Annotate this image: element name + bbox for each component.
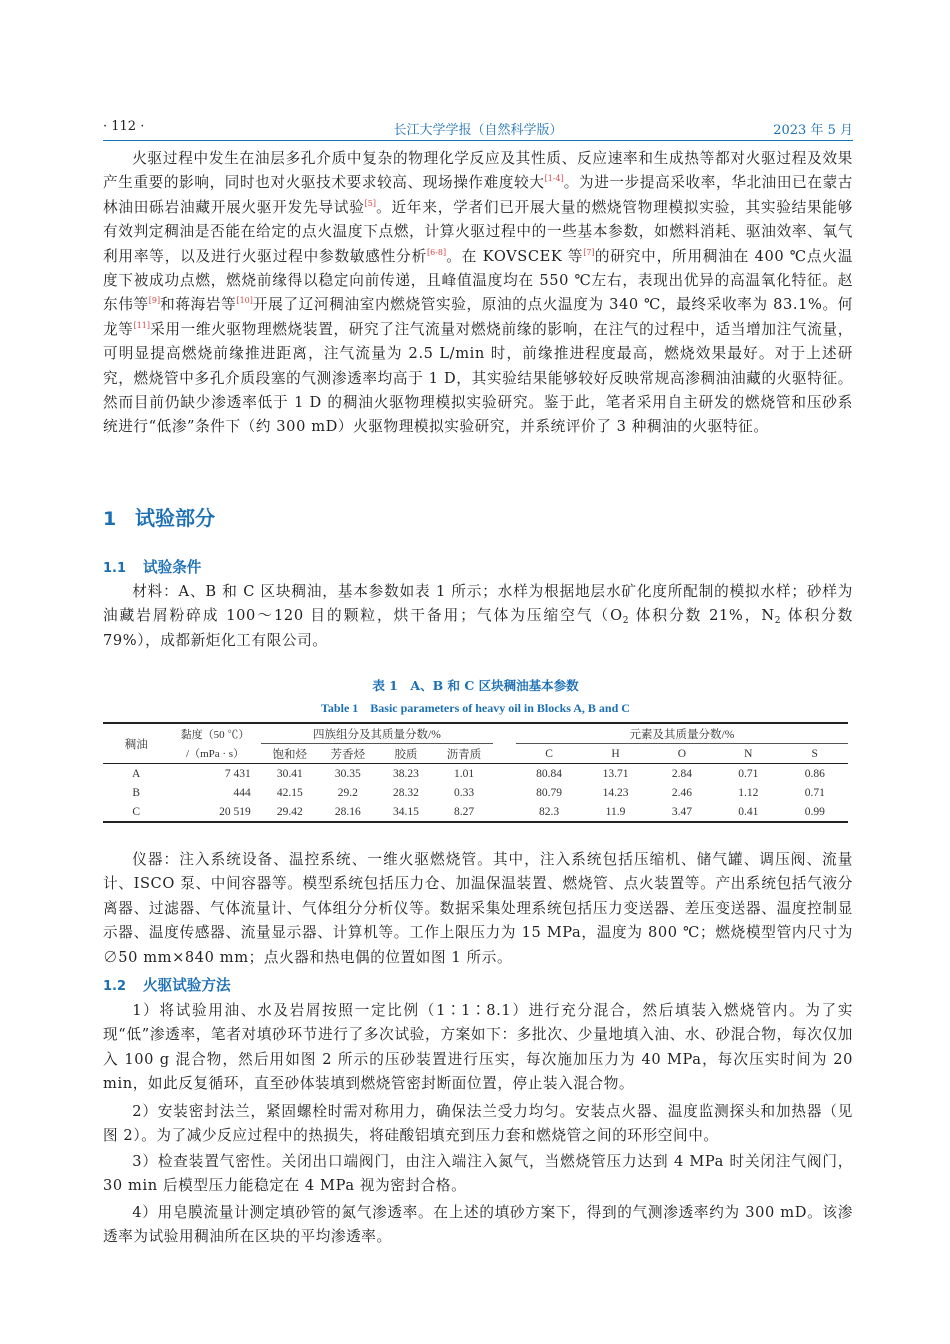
header-nitrogen: N (715, 744, 781, 764)
intro-text: 开展了辽河稠油室内燃烧管实验，原油的点火温度为 340 ℃，最终采收率为 83.1%。何龙等 (103, 296, 853, 338)
subsection-number: 1.2 (103, 979, 127, 994)
cell-value: 0.71 (804, 786, 825, 799)
table-caption-zh: 表 1 A、B 和 C 区块稠油基本参数 (372, 678, 579, 693)
intro-text: 。近年来，学者们已开展大量的燃烧管物理模拟实验，其实验结果能够有效判定稠油是否能在给定的点火温度下点燃，计算火驱过程中的一些基本参数，如燃料消耗、驱油效率、氧气利用率等，以及进行火驱过程中参数敏感性分析 (103, 198, 853, 265)
subsection-heading (103, 556, 201, 577)
header-aromatics: 芳香烃 (319, 744, 377, 764)
cell-value: 1.12 (738, 786, 759, 799)
header-hydrogen: H (582, 744, 648, 764)
page-number: · 112 · (103, 119, 145, 134)
subsection-heading (103, 974, 231, 995)
materials-text: 体积分数 79%），成都新炬化工有限公司。 (103, 607, 853, 649)
cell-value: 0.41 (715, 802, 781, 822)
cell-viscosity: 7 431 (224, 767, 251, 780)
section-title: 试验部分 (135, 506, 215, 530)
subsection-title: 试验条件 (143, 559, 202, 576)
cell-value: 1.01 (453, 767, 475, 780)
issue-date: 2023 年 5 月 (773, 123, 853, 138)
intro-text: 和蒋海岩等 (160, 296, 237, 314)
subscript: 2 (622, 616, 630, 627)
header-viscosity (169, 723, 260, 744)
intro-text: 。在 KOVSCEK 等 (446, 247, 584, 265)
cell-value: 80.79 (536, 786, 563, 799)
cell-value: 82.3 (516, 802, 582, 822)
intro-text: 火驱过程中发生在油层多孔介质中复杂的物理化学反应及其性质、反应速率和生成热等都对火驱过程及效果产生重要的影响，同时也对火驱技术要求较高、现场操作难度较大 (103, 150, 853, 192)
cell-oil: B (132, 786, 141, 799)
column-gap (493, 764, 516, 784)
subsection-title: 火驱试验方法 (143, 977, 231, 994)
header-sara-group: 四族组分及其质量分数/% (261, 723, 493, 744)
column-gap (493, 744, 516, 764)
materials-text: 体积分数 21%，N (629, 607, 775, 625)
column-gap (493, 723, 516, 744)
cell-value: 14.23 (602, 786, 629, 799)
column-gap (493, 783, 516, 802)
citation-link[interactable]: [5] (364, 198, 376, 208)
cell-oil: C (103, 802, 169, 822)
cell-value: 80.84 (536, 767, 563, 780)
header-resins: 胶质 (377, 744, 435, 764)
cell-value: 34.15 (377, 802, 435, 822)
header-saturates: 饱和烃 (261, 744, 319, 764)
viscosity-label: 黏度（50 ℃） (180, 728, 250, 741)
citation-link[interactable]: [7] (583, 247, 595, 257)
cell-value: 8.27 (435, 802, 493, 822)
header-asphaltenes: 沥青质 (435, 744, 493, 764)
materials-text: 材料：A、B 和 C 区块稠油，基本参数如表 1 所示；水样为根据地层水矿化度所配制的模拟水样；砂样为油藏岩屑粉碎成 100～120 目的颗粒，烘干备用；气体为压缩空气（O (103, 583, 853, 625)
table-caption-en: Table 1 Basic parameters of heavy oil in Blocks A, B and C (321, 701, 630, 715)
citation-link[interactable]: [1-4] (544, 174, 564, 184)
section-heading (103, 502, 215, 531)
running-header (103, 116, 853, 141)
column-gap (493, 802, 516, 822)
cell-value: 28.16 (319, 802, 377, 822)
cell-value: 28.32 (393, 786, 419, 799)
cell-value: 38.23 (393, 767, 419, 780)
cell-oil: A (132, 767, 141, 780)
cell-value: 0.86 (804, 767, 825, 780)
header-carbon: C (516, 744, 582, 764)
header-element-group: 元素及其质量分数/% (516, 723, 848, 744)
intro-text: 采用一维火驱物理燃烧装置，研究了注气流量对燃烧前缘的影响，在注气的过程中，适当增加注气流量，可明显提高燃烧前缘推进距离，注气流量为 2.5 L/min 时，前缘推进程度最高，燃烧效果最好。对于上述研究，燃烧管中多孔介质段塞的气测渗透率均高于 1 D，其实验结果能够较好反映常规高渗稠油油藏的火驱特征。然而目前仍缺少渗透率低于 1 D 的稠油火驱物理模拟实验研究。鉴于此，笔者采用自主研发的燃烧管和压砂系统进行“低渗”条件下（约 300 mD）火驱物理模拟实验研究，并系统评价了 3 种稠油的火驱特征。 (103, 320, 854, 436)
header-oxygen: O (649, 744, 715, 764)
method-step: 1）将试验用油、水及岩屑按照一定比例（1∶1∶8.1）进行充分混合，然后填装入燃烧管内。为了实现“低”渗透率，笔者对填砂环节进行了多次试验，方案如下：多批次、少量地填入油、水、砂混合物，每次仅加入 100 g 混合物，然后用如图 2 所示的压砂装置进行压实，每次施加压力为 40 MPa，每次压实时间为 20 min，如此反复循环，直至砂体装填到燃烧管密封断面位置，停止装入混合物。 (103, 1002, 853, 1093)
cell-value: 2.46 (671, 786, 692, 799)
citation-link[interactable]: [9] (148, 296, 161, 306)
journal-title: 长江大学学报（自然科学版） (393, 123, 563, 138)
cell-viscosity: 20 519 (169, 802, 260, 822)
table-row (103, 783, 848, 802)
cell-value: 29.42 (261, 802, 319, 822)
cell-value: 0.71 (738, 767, 759, 780)
method-step: 3）检查装置气密性。关闭出口端阀门，由注入端注入氮气，当燃烧管压力达到 4 MPa 时关闭注气阀门，30 min 后模型压力能稳定在 4 MPa 视为密封合格。 (103, 1153, 853, 1195)
cell-value: 11.9 (582, 802, 648, 822)
intro-text: 的研究中，所用稠油在 400 ℃点火温度下被成功点燃，燃烧前缘得以稳定向前传递，且峰值温度均在 550 ℃左右，表现出优异的高温氧化特征。赵东伟等 (103, 247, 853, 314)
header-viscosity-unit (169, 744, 260, 764)
cell-value: 42.15 (276, 786, 303, 799)
cell-value: 13.71 (602, 767, 629, 780)
cell-value: 30.41 (276, 767, 303, 780)
table-row (103, 802, 848, 822)
viscosity-unit: /（mPa · s） (186, 748, 245, 761)
cell-value: 2.84 (671, 767, 692, 780)
citation-link[interactable]: [10] (236, 296, 253, 306)
header-oil: 稠油 (103, 723, 169, 764)
header-sulfur: S (782, 744, 848, 764)
cell-value: 30.35 (334, 767, 361, 780)
citation-link[interactable]: [6-8] (427, 247, 447, 257)
heavy-oil-parameters-table (103, 722, 848, 823)
table-row (103, 764, 848, 784)
section-number: 1 (103, 508, 117, 530)
cell-value: 3.47 (649, 802, 715, 822)
intro-text: 。为进一步提高采收率，华北油田已在蒙古林油田砾岩油藏开展火驱开发先导试验 (103, 174, 854, 216)
intro-paragraph (103, 147, 853, 440)
cell-value: 0.99 (782, 802, 848, 822)
instruments-paragraph: 仪器：注入系统设备、温控系统、一维火驱燃烧管。其中，注入系统包括压缩机、储气罐、调压阀、流量计、ISCO 泵、中间容器等。模型系统包括压力仓、加温保温装置、燃烧管、点火装置等。产出系统包括气液分离器、过滤器、气体流量计、气体组分分析仪等。数据采集处理系统包括压力变送器、差压变送器、温度控制显示器、温度传感器、流量显示器、计算机等。工作上限压力为 15 MPa，温度为 800 ℃；燃烧模型管内尺寸为∅50 mm×840 mm；点火器和热电偶的位置如图 1 所示。 (103, 851, 853, 966)
cell-value: 29.2 (337, 786, 358, 799)
subsection-number: 1.1 (103, 561, 127, 576)
subscript: 2 (774, 616, 782, 627)
cell-value: 0.33 (453, 786, 475, 799)
citation-link[interactable]: [11] (133, 320, 150, 330)
method-step: 2）安装密封法兰，紧固螺栓时需对称用力，确保法兰受力均匀。安装点火器、温度监测探头和加热器（见图 2）。为了减少反应过程中的热损失，将硅酸铝填充到压力套和燃烧管之间的环形空间中。 (103, 1103, 853, 1145)
method-step: 4）用皂膜流量计测定填砂管的氮气渗透率。在上述的填砂方案下，得到的气测渗透率约为 300 mD。该渗透率为试验用稠油所在区块的平均渗透率。 (103, 1204, 853, 1246)
cell-viscosity: 444 (233, 786, 251, 799)
materials-paragraph (103, 580, 853, 653)
